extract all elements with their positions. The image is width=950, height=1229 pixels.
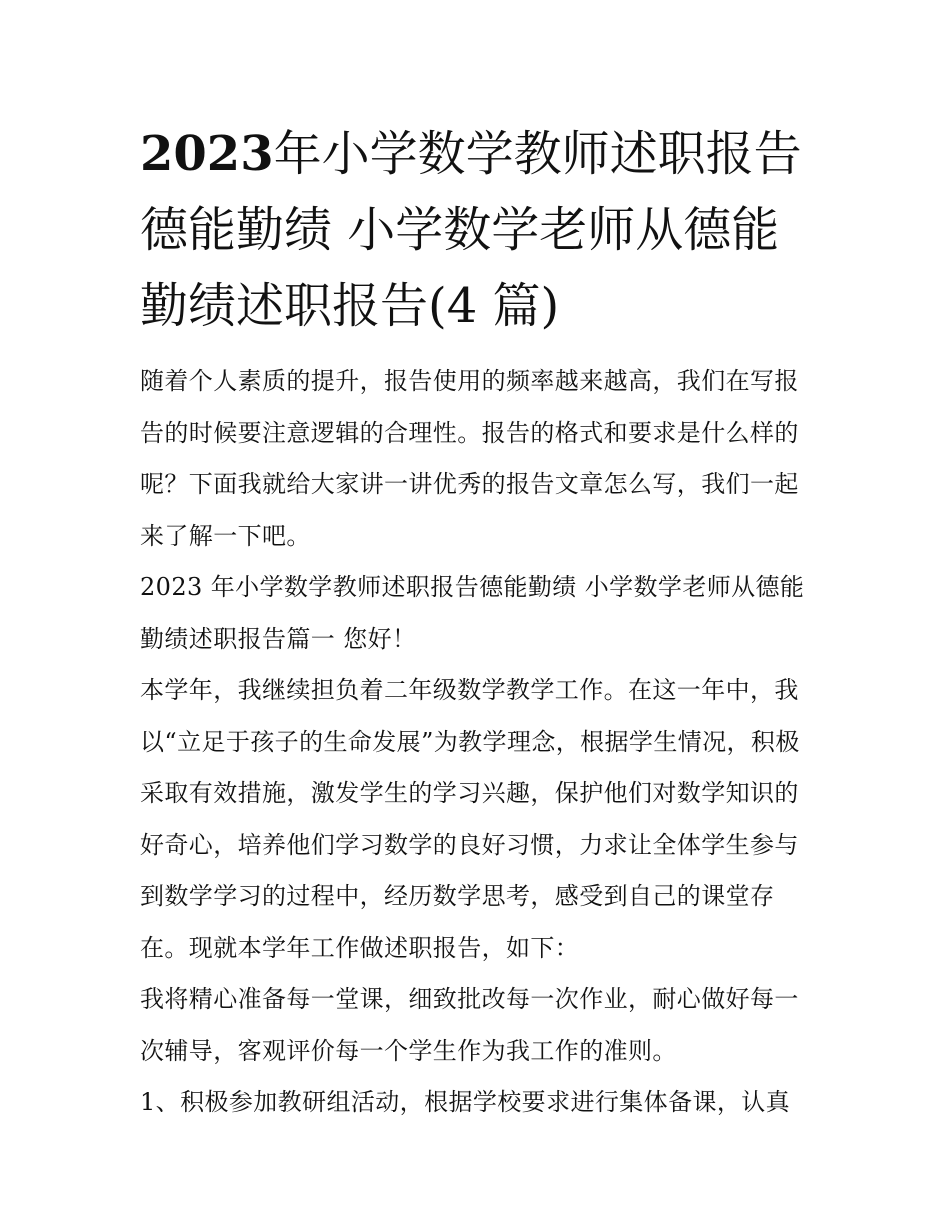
body-paragraph: 本学年，我继续担负着二年级数学教学工作。在这一年中，我 以“立足于孩子的生命发展”为教学理念，根据学生情况，积极 采取有效措施，激发学生的学习兴趣，保护他们对数学知识的 好奇心，培养他们学习数学的良好习惯，力求让全体学生参与 到数学学习的过程中，经历数学思考，感受到自己的课堂存 在。现就本学年工作做述职报告，如下： bbox=[140, 676, 800, 962]
title-text: 年小学数学教师述职报告 德能勤绩 小学数学老师从德能 勤绩述职报告(4 篇) bbox=[140, 126, 802, 334]
intro-paragraph: 随着个人素质的提升，报告使用的频率越来越高，我们在写报 告的时候要注意逻辑的合理性。报告的格式和要求是什么样的 呢？下面我就给大家讲一讲优秀的报告文章怎么写，我们一起 来了解一下吧。 bbox=[140, 367, 799, 550]
section-heading: 2023 年小学数学教师述职报告德能勤绩 小学数学老师从德能 勤绩述职报告篇一 您好！ bbox=[140, 573, 805, 653]
list-item: 1、积极参加教研组活动，根据学校要求进行集体备课，认真 bbox=[140, 1088, 791, 1116]
document-title bbox=[140, 116, 820, 344]
body-paragraph: 我将精心准备每一堂课，细致批改每一次作业，耐心做好每一 次辅导，客观评价每一个学生作为我工作的准则。 bbox=[140, 985, 799, 1065]
document-body bbox=[140, 356, 830, 1129]
title-year: 2023 bbox=[140, 126, 274, 182]
